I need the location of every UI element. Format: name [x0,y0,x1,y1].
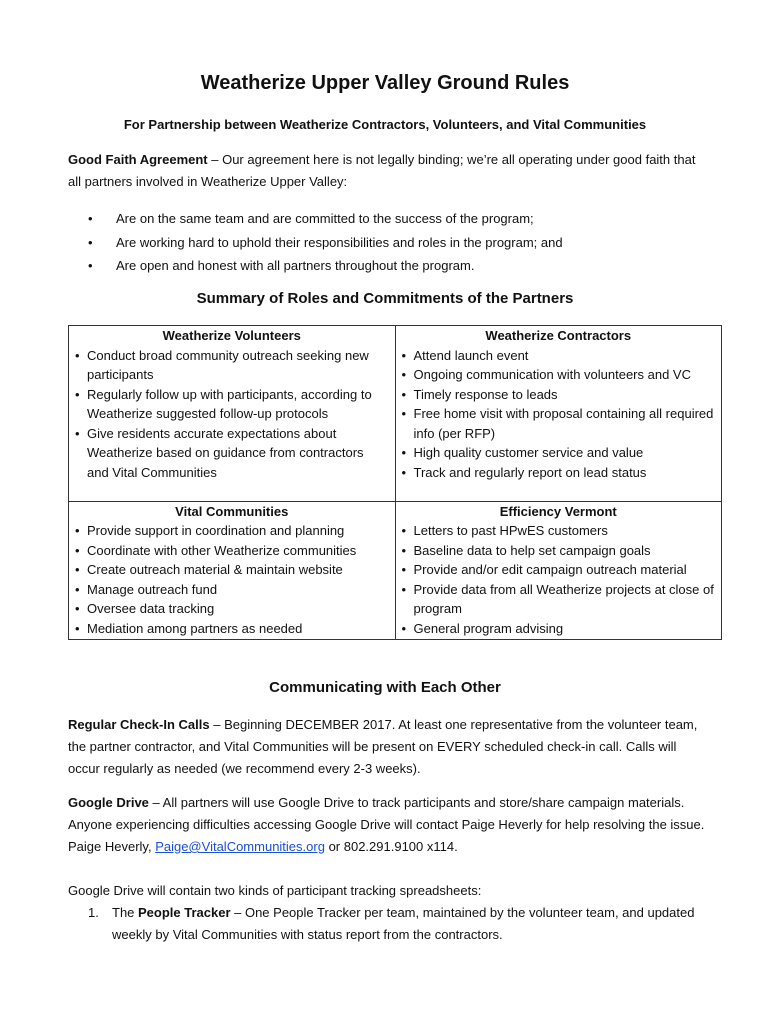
checkin-paragraph [68,714,708,780]
checkin-label: Regular Check-In Calls [68,717,210,732]
drive-paragraph [68,792,708,858]
tracker-label: People Tracker [138,905,231,920]
list-item: • General program advising [402,619,716,639]
email-link[interactable]: Paige@VitalCommunities.org [155,839,325,854]
vital-communities-header: Vital Communities [69,501,396,521]
list-item: • Ongoing communication with volunteers and VC [402,365,716,385]
tracker-text: – One People Tracker per team, maintained by the volunteer team, and updated weekly by Vital Communities with status report from the contractors. [112,905,695,942]
good-faith-label: Good Faith Agreement [68,152,208,167]
list-item: • Provide data from all Weatherize projects at close of program [402,580,716,619]
document-subtitle: For Partnership between Weatherize Contractors, Volunteers, and Vital Communities [123,117,647,132]
roles-table [68,325,722,640]
list-item: • Attend launch event [402,346,716,366]
drive-label: Google Drive [68,795,149,810]
list-number: 1. [88,905,99,920]
list-item: • Are open and honest with all partners throughout the program. [88,254,698,278]
good-faith-text: – Our agreement here is not legally binding; we’re all operating under good faith that all partners involved in Weatherize Upper Valley: [68,152,696,189]
list-item: • Create outreach material & maintain website [75,560,389,580]
tracker-list [88,902,708,946]
volunteers-header: Weatherize Volunteers [69,326,396,346]
list-item: • Track and regularly report on lead status [402,463,716,483]
efficiency-vermont-header: Efficiency Vermont [395,501,722,521]
list-item: • Manage outreach fund [75,580,389,600]
list-item: • Are working hard to uphold their responsibilities and roles in the program; and [88,231,698,255]
list-item: • Baseline data to help set campaign goals [402,541,716,561]
communicating-heading: Communicating with Each Other [269,679,501,696]
drive-text: – All partners will use Google Drive to track participants and store/share campaign materials. Anyone experiencing difficulties accessing Google Drive will contact Paige Heverly for help resolving the issue. Paige Heverly, [68,795,705,854]
vital-communities-cell [69,521,396,640]
efficiency-vermont-cell [395,521,722,640]
list-item: • Provide support in coordination and planning [75,521,389,541]
good-faith-paragraph [68,149,708,193]
list-item: • Give residents accurate expectations about Weatherize based on guidance from contractors and Vital Communities [75,424,389,483]
list-item: • Conduct broad community outreach seeking new participants [75,346,389,385]
list-item: • High quality customer service and value [402,443,716,463]
list-item: • Letters to past HPwES customers [402,521,716,541]
list-item: • Are on the same team and are committed to the success of the program; [88,207,698,231]
list-item: • Regularly follow up with participants, according to Weatherize suggested follow-up protocols [75,385,389,424]
list-item: • Provide and/or edit campaign outreach material [402,560,716,580]
drive-phone-text: or 802.291.9100 x114. [324,839,458,854]
list-item [88,902,708,946]
contractors-cell [395,346,722,502]
list-item: • Timely response to leads [402,385,716,405]
contractors-header: Weatherize Contractors [395,326,722,346]
document-title: Weatherize Upper Valley Ground Rules [200,72,570,94]
roles-heading: Summary of Roles and Commitments of the Partners [196,290,574,307]
list-item: • Oversee data tracking [75,599,389,619]
list-item: • Coordinate with other Weatherize communities [75,541,389,561]
tracker-pre: The [112,905,139,920]
list-item: • Mediation among partners as needed [75,619,389,639]
volunteers-cell [69,346,396,502]
good-faith-list [88,207,698,278]
list-item: • Free home visit with proposal containing all required info (per RFP) [402,404,716,443]
checkin-text: – Beginning DECEMBER 2017. At least one representative from the volunteer team, the partner contractor, and Vital Communities will be present on EVERY scheduled check-in call. Calls will occur regularly as needed (we recommend every 2-3 weeks). [68,717,698,776]
trackers-intro: Google Drive will contain two kinds of participant tracking spreadsheets: [68,883,482,898]
